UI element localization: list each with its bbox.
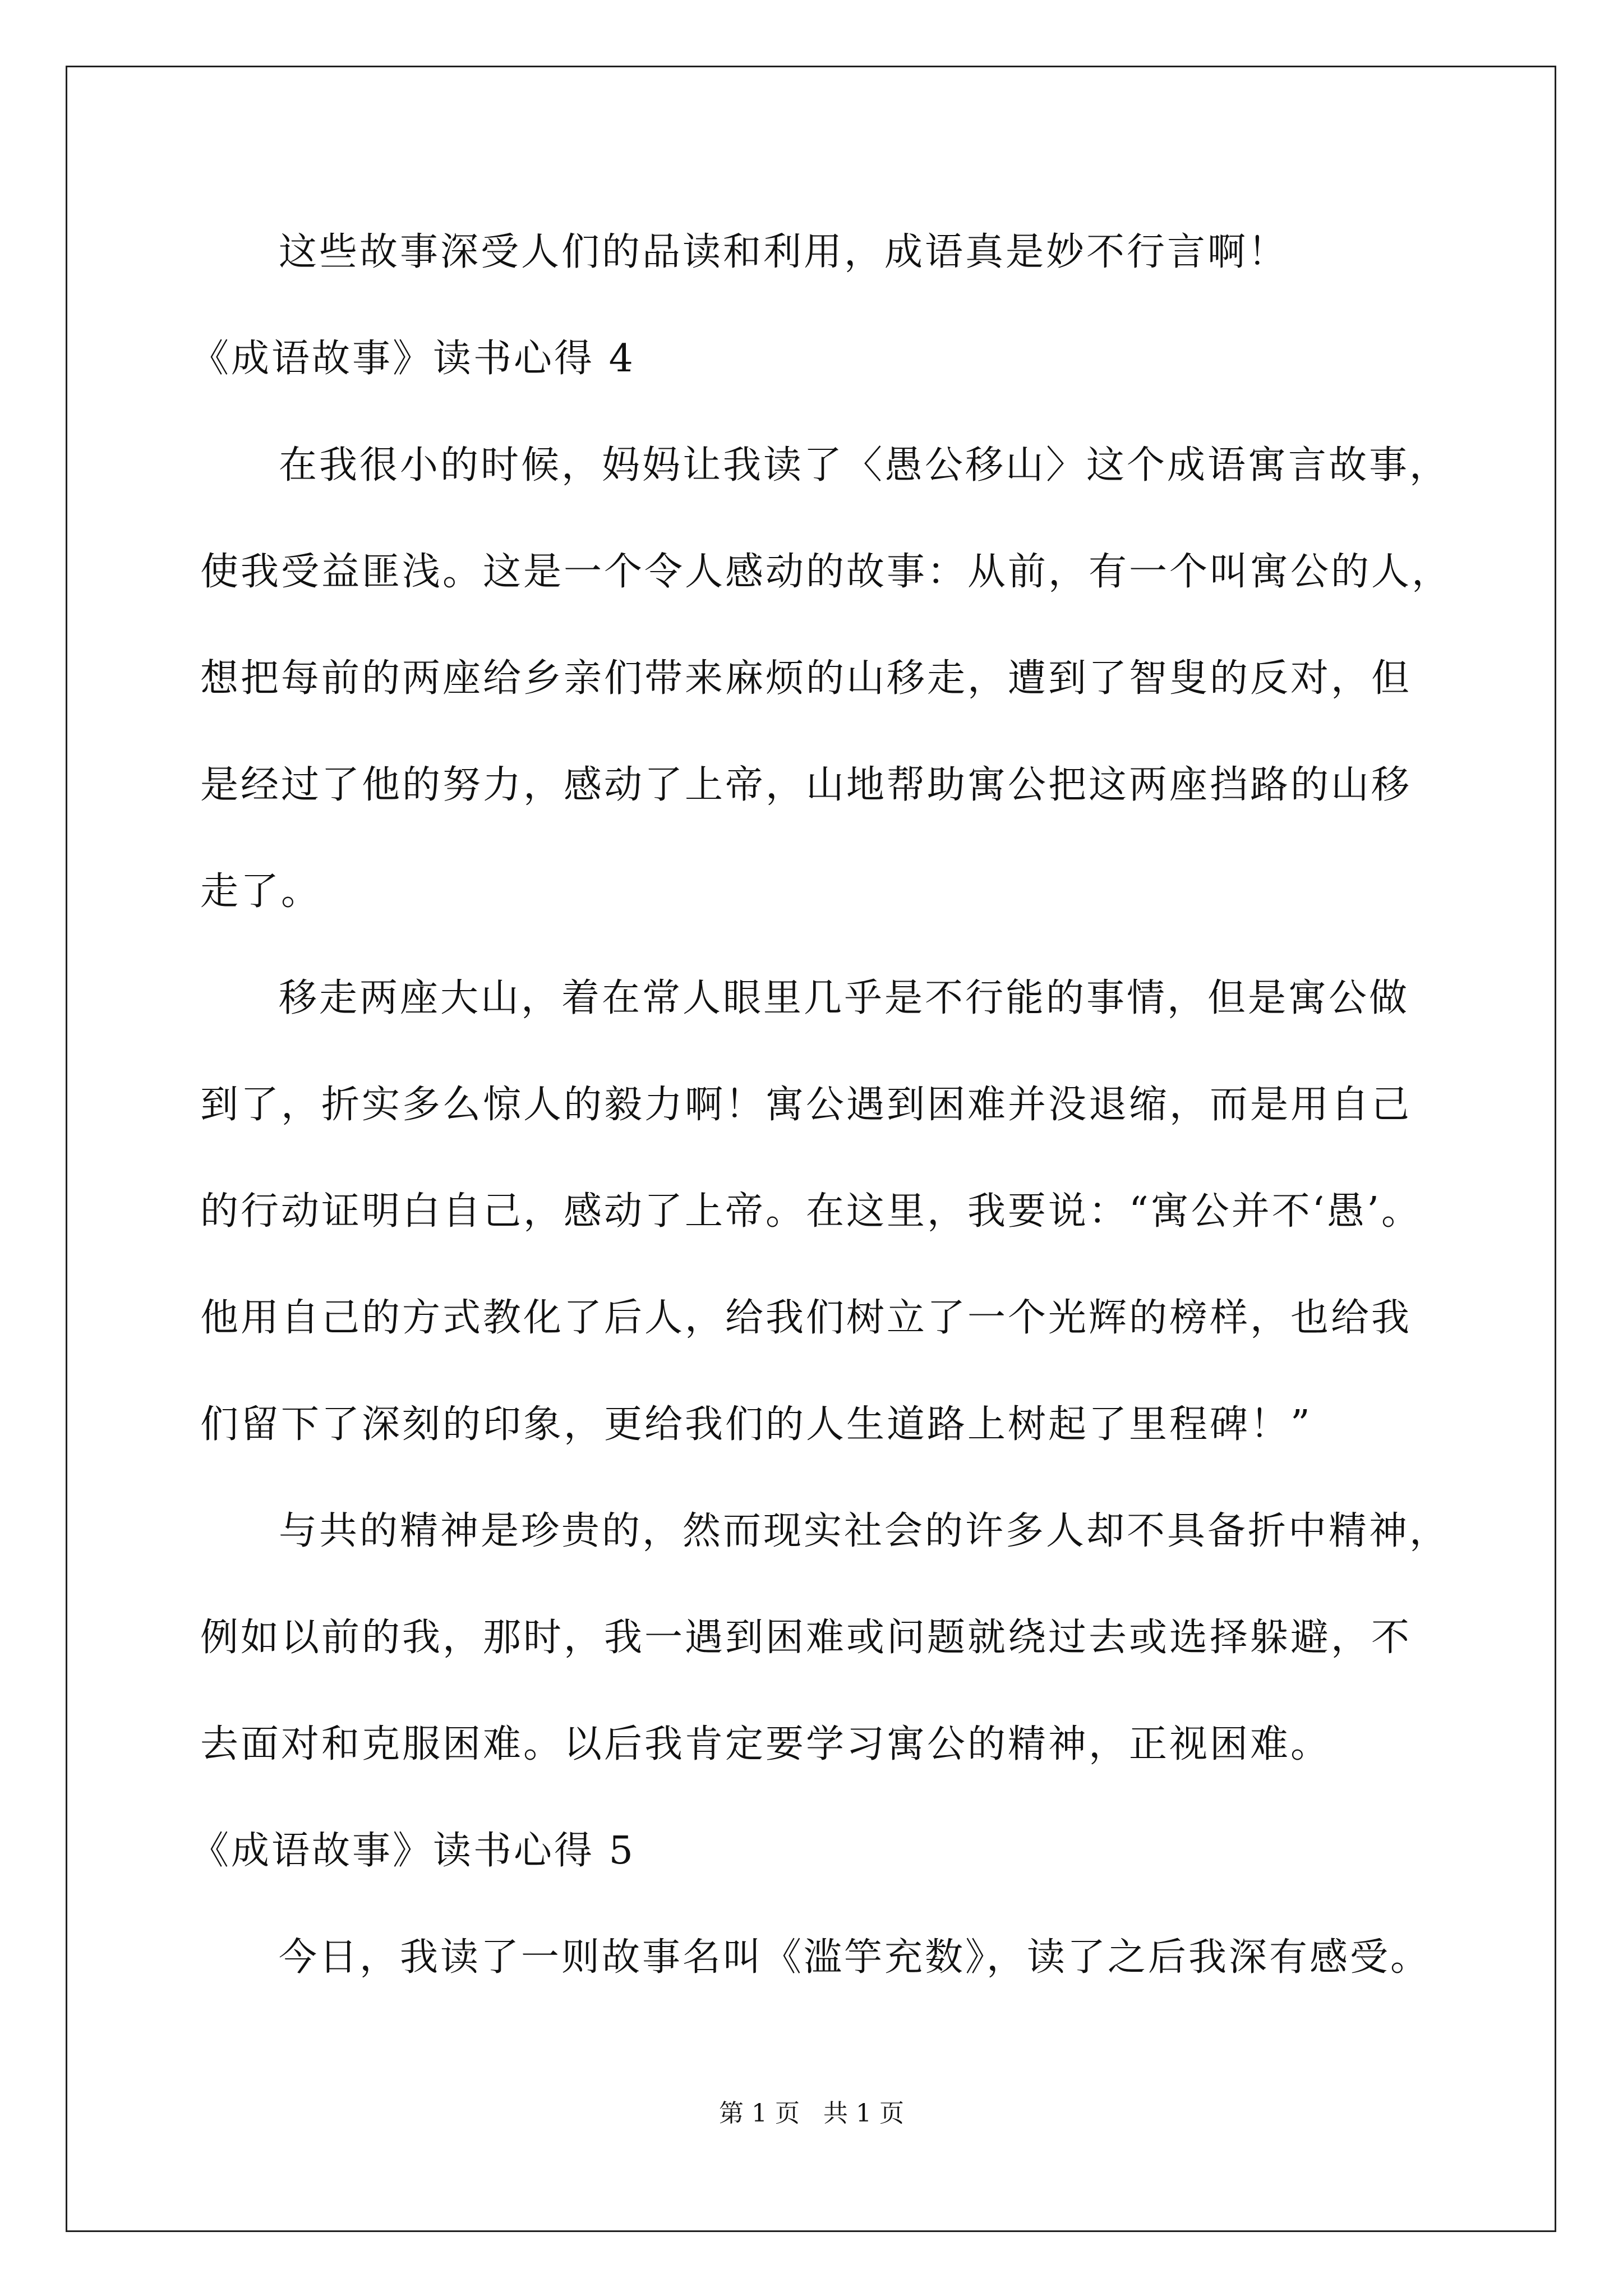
- page-border: [66, 66, 1556, 2232]
- section-heading: 《成语故事》读书心得 5: [191, 1829, 635, 1873]
- paragraph-line: 们留下了深刻的印象，更给我们的人生道路上树起了里程碑！”: [200, 1402, 1312, 1447]
- paragraph-line: 例如以前的我，那时，我一遇到困难或问题就绕过去或选择躲避，不: [200, 1616, 1412, 1660]
- paragraph-line: 这些故事深受人们的品读和利用，成语真是妙不行言啊！: [279, 230, 1289, 274]
- page-number-footer: 第 1 页 共 1 页: [719, 2099, 904, 2128]
- paragraph-line: 到了，折实多么惊人的毅力啊！寓公遇到困难并没退缩，而是用自己: [200, 1083, 1412, 1127]
- paragraph-line: 使我受益匪浅。这是一个令人感动的故事：从前，有一个叫寓公的人，: [200, 550, 1453, 594]
- paragraph-line: 走了。: [200, 869, 322, 914]
- paragraph-line: 在我很小的时候，妈妈让我读了〈愚公移山〉这个成语寓言故事，: [279, 443, 1450, 487]
- paragraph-line: 去面对和克服困难。以后我肯定要学习寓公的精神，正视困难。: [200, 1722, 1331, 1766]
- paragraph-line: 与共的精神是珍贵的，然而现实社会的许多人却不具备折中精神，: [279, 1509, 1450, 1553]
- section-heading: 《成语故事》读书心得 4: [191, 337, 635, 381]
- paragraph-line: 今日，我读了一则故事名叫《滥竽充数》，读了之后我深有感受。: [279, 1935, 1431, 1980]
- paragraph-line: 移走两座大山，着在常人眼里几乎是不行能的事情，但是寓公做: [279, 976, 1410, 1020]
- paragraph-line: 他用自己的方式教化了后人，给我们树立了一个光辉的榜样，也给我: [200, 1296, 1412, 1340]
- paragraph-line: 是经过了他的努力，感动了上帝，山地帮助寓公把这两座挡路的山移: [200, 763, 1412, 807]
- paragraph-line: 想把每前的两座给乡亲们带来麻烦的山移走，遭到了智叟的反对，但: [200, 656, 1412, 701]
- paragraph-line: 的行动证明白自己，感动了上帝。在这里，我要说：“寓公并不‘愚’。: [200, 1189, 1422, 1234]
